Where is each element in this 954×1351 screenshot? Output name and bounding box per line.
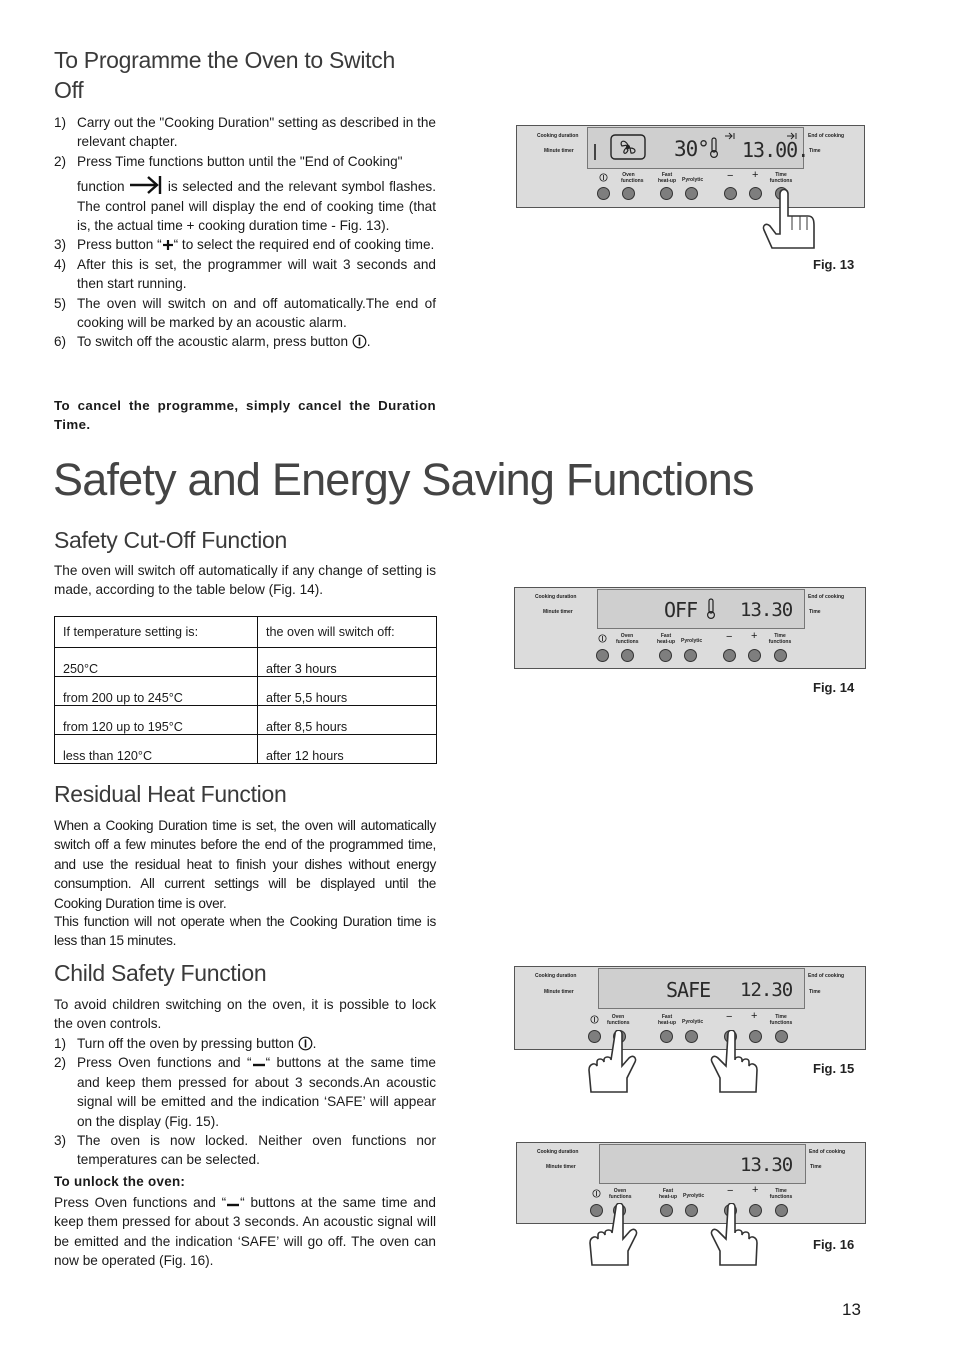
label-time-functions: Time functions <box>769 1014 793 1026</box>
minus-button[interactable] <box>723 649 736 662</box>
label-cooking-duration: Cooking duration <box>537 133 579 139</box>
fig13-caption: Fig. 13 <box>813 257 855 272</box>
step-text-post: “ to select the required end of cooking time. <box>173 237 435 253</box>
time-functions-button[interactable] <box>774 649 787 662</box>
fast-heat-up-button[interactable] <box>660 187 673 200</box>
label-end-of-cooking: End of cooking <box>808 133 845 139</box>
label-minute-timer: Minute timer <box>546 1164 576 1170</box>
table-row <box>55 706 437 735</box>
label-end-of-cooking: End of cooking <box>808 973 845 979</box>
plus-button[interactable] <box>748 649 761 662</box>
label-time: Time <box>809 148 821 154</box>
display-screen <box>597 589 805 629</box>
pointing-hand-icon <box>586 1203 642 1267</box>
step-text-post: “ buttons at the same time and keep them pressed for about 3 seconds.An acoustic signal will be emitted and the indication ‘SAFE’ will appear on the display (Fig. 15). <box>77 1055 436 1129</box>
control-panel-fig16 <box>516 1142 866 1224</box>
table-cell: after 8,5 hours <box>258 706 437 735</box>
step-5 <box>54 294 436 333</box>
minus-icon <box>252 1058 266 1068</box>
display-time: 13.00. <box>742 138 809 162</box>
label-pyrolytic: Pyrolytic <box>682 1019 704 1025</box>
step-number: 1) <box>54 1036 67 1051</box>
thermometer-icon <box>706 598 716 620</box>
step-text <box>77 235 436 254</box>
label-minute-timer: Minute timer <box>544 148 574 154</box>
label-fast-heat-up: Fast heat-up <box>657 172 677 184</box>
step-text-pre: Turn off the oven by pressing button <box>77 1036 294 1051</box>
label-plus: + <box>751 630 758 642</box>
child-step-1 <box>54 1034 436 1053</box>
step-text: The oven will switch on and off automatically.The end of cooking will be marked by an acoustic alarm. <box>77 295 436 331</box>
label-minus: − <box>726 631 733 643</box>
minus-button[interactable] <box>724 187 737 200</box>
step-3 <box>54 235 436 254</box>
safety-title: Safety Cut-Off Function <box>54 527 288 553</box>
label-time: Time <box>809 609 821 615</box>
power-button-icon <box>352 334 367 349</box>
step-text <box>77 1053 436 1131</box>
display-temperature: 30° <box>674 137 709 161</box>
oven-functions-button[interactable] <box>621 649 634 662</box>
step-number: 2) <box>54 153 67 169</box>
residual-title: Residual Heat Function <box>54 781 287 807</box>
duration-arrow-icon <box>724 132 736 140</box>
label-time-functions: Time functions <box>768 633 792 645</box>
main-title: Safety and Energy Saving Functions <box>53 454 754 505</box>
power-button[interactable] <box>596 649 609 662</box>
cancel-note: To cancel the programme, simply cancel the Duration Time. <box>54 398 436 433</box>
label-time: Time <box>810 1164 822 1170</box>
thermometer-icon <box>709 137 719 159</box>
duration-bar-icon <box>592 143 598 161</box>
pointing-hand-icon <box>708 1203 764 1267</box>
step-text-post: . <box>312 1036 317 1051</box>
table-cell: after 3 hours <box>258 648 437 677</box>
pointing-hand-icon <box>585 1030 641 1094</box>
unlock-text-pre: Press Oven functions and “ <box>54 1195 227 1210</box>
power-label-icon <box>598 634 607 643</box>
child-title: Child Safety Function <box>54 960 267 986</box>
step-number: 3) <box>54 237 67 253</box>
table-header-cell: If temperature setting is: <box>55 617 258 648</box>
label-oven-functions: Oven functions <box>616 633 639 645</box>
cutoff-table <box>54 616 437 764</box>
table-cell: 250°C <box>55 648 258 677</box>
table-cell: less than 120°C <box>55 735 258 764</box>
time-functions-button[interactable] <box>775 1204 788 1217</box>
step-text-post: . <box>366 334 371 350</box>
label-oven-functions: Oven functions <box>609 1188 632 1200</box>
step-text <box>77 1034 436 1053</box>
residual-para2: This function will not operate when the Cooking Duration time is less than 15 minutes. <box>54 914 436 949</box>
label-time-functions: Time functions <box>769 172 793 184</box>
display-status: SAFE <box>666 978 711 1002</box>
oven-functions-button[interactable] <box>622 187 635 200</box>
label-cooking-duration: Cooking duration <box>535 973 577 979</box>
step-text-pre: Press Oven functions and “ <box>77 1055 252 1071</box>
step-text: After this is set, the programmer will wait 3 seconds and then start running. <box>77 256 436 292</box>
power-button[interactable] <box>597 187 610 200</box>
label-minute-timer: Minute timer <box>544 989 574 995</box>
step-text-pre: Press button “ <box>77 237 162 253</box>
table-row <box>55 677 437 706</box>
step-text <box>77 332 436 351</box>
step-text-b: function <box>77 179 125 195</box>
fig15-caption: Fig. 15 <box>813 1061 855 1076</box>
power-button-icon <box>298 1036 313 1051</box>
section-title-line2: Off <box>54 77 84 103</box>
fig16-caption: Fig. 16 <box>813 1237 855 1252</box>
step-text: The oven is now locked. Neither oven functions nor temperatures can be selected. <box>77 1133 436 1168</box>
step-text-pre: To switch off the acoustic alarm, press button <box>77 334 348 350</box>
control-panel-fig15 <box>514 966 866 1050</box>
pyrolytic-button[interactable] <box>685 1030 698 1043</box>
time-functions-button[interactable] <box>775 1030 788 1043</box>
step-number: 5) <box>54 295 67 311</box>
label-minus: − <box>726 1011 733 1023</box>
label-pyrolytic: Pyrolytic <box>682 177 704 183</box>
label-plus: + <box>752 169 759 181</box>
step-2 <box>54 152 436 236</box>
table-cell: after 5,5 hours <box>258 677 437 706</box>
child-intro: To avoid children switching on the oven, it is possible to lock the oven controls. <box>54 997 436 1032</box>
label-time-functions: Time functions <box>769 1188 793 1200</box>
pointing-hand-icon <box>708 1030 764 1094</box>
display-screen <box>599 1144 806 1184</box>
step-text <box>77 152 436 236</box>
power-label-icon <box>599 173 608 182</box>
label-pyrolytic: Pyrolytic <box>683 1193 705 1199</box>
unlock-text-post: “ buttons at the same time and keep them pressed for about 3 seconds. An acoustic signal will be emitted and the indication ‘SAFE’ will go off. The oven can now be operated (Fig. 16). <box>54 1195 436 1269</box>
display-time: 13.30 <box>740 1154 793 1176</box>
display-time: 13.30 <box>740 599 793 621</box>
table-row <box>55 735 437 764</box>
display-screen <box>598 968 805 1009</box>
label-cooking-duration: Cooking duration <box>535 594 577 600</box>
display-screen <box>587 127 809 169</box>
step-text-b2: is selected and the relevant symbol flashes. <box>167 179 436 195</box>
pyrolytic-button[interactable] <box>685 1204 698 1217</box>
fan-icon <box>610 134 646 160</box>
minus-icon <box>226 1198 240 1208</box>
label-minute-timer: Minute timer <box>543 609 573 615</box>
unlock-title: To unlock the oven: <box>54 1174 186 1189</box>
table-cell: after 12 hours <box>258 735 437 764</box>
label-fast-heat-up: Fast heat-up <box>658 1188 678 1200</box>
label-pyrolytic: Pyrolytic <box>681 638 703 644</box>
table-header-cell: the oven will switch off: <box>258 617 437 648</box>
display-status: OFF <box>664 598 698 622</box>
safety-intro: The oven will switch off automatically if any change of setting is made, according to the table below (Fig. 14). <box>54 563 436 598</box>
section-title-programme-off <box>54 45 444 105</box>
child-step-2 <box>54 1053 436 1131</box>
page-number: 13 <box>842 1300 861 1319</box>
fast-heat-up-button[interactable] <box>660 1030 673 1043</box>
label-plus: + <box>752 1184 759 1196</box>
power-label-icon <box>590 1015 599 1024</box>
fig14-caption: Fig. 14 <box>813 680 855 695</box>
step-number: 2) <box>54 1055 67 1071</box>
end-of-cooking-arrow-icon <box>129 174 163 196</box>
section-title-line1: To Programme the Oven to Switch <box>54 47 395 73</box>
label-minus: − <box>727 170 734 182</box>
label-oven-functions: Oven functions <box>607 1014 630 1026</box>
display-time: 12.30 <box>740 979 793 1001</box>
step-number: 1) <box>54 115 67 130</box>
child-steps <box>54 1034 436 1170</box>
table-cell: from 200 up to 245°C <box>55 677 258 706</box>
label-oven-functions: Oven functions <box>621 172 644 184</box>
step-number: 4) <box>54 256 67 272</box>
control-panel-fig14 <box>514 587 866 669</box>
pointing-hand-icon <box>758 186 818 254</box>
step-text-a: Press Time functions button until the "End of Cooking" <box>77 153 403 169</box>
plus-icon <box>162 239 174 251</box>
step-number: 3) <box>54 1133 67 1149</box>
fast-heat-up-button[interactable] <box>660 1204 673 1217</box>
step-1 <box>54 113 436 152</box>
label-fast-heat-up: Fast heat-up <box>656 633 676 645</box>
residual-para1: When a Cooking Duration time is set, the oven will automatically switch off a few minutes before the end of the programmed time, and use the residual heat to finish your dishes without energy consumption. All current settings will be displayed until the Cooking Duration time is over. <box>54 818 436 911</box>
table-cell: from 120 up to 195°C <box>55 706 258 735</box>
step-text: Carry out the "Cooking Duration" setting as described in the relevant chapter. <box>77 115 436 150</box>
power-label-icon <box>592 1189 601 1198</box>
label-time: Time <box>809 989 821 995</box>
label-cooking-duration: Cooking duration <box>537 1149 579 1155</box>
step-4 <box>54 255 436 294</box>
label-minus: − <box>727 1185 734 1197</box>
step-text-c: The control panel will display the end of cooking time (that is, the actual time + cooking duration time - Fig. 13). <box>77 198 436 234</box>
label-end-of-cooking: End of cooking <box>808 594 845 600</box>
table-header-row <box>55 617 437 648</box>
label-end-of-cooking: End of cooking <box>809 1149 846 1155</box>
step-6 <box>54 332 436 351</box>
table-row <box>55 648 437 677</box>
pyrolytic-button[interactable] <box>685 187 698 200</box>
unlock-text <box>54 1193 436 1271</box>
label-fast-heat-up: Fast heat-up <box>657 1014 677 1026</box>
pyrolytic-button[interactable] <box>684 649 697 662</box>
child-step-3 <box>54 1131 436 1170</box>
fast-heat-up-button[interactable] <box>659 649 672 662</box>
label-plus: + <box>751 1010 758 1022</box>
programme-steps <box>54 113 436 352</box>
step-number: 6) <box>54 334 67 350</box>
